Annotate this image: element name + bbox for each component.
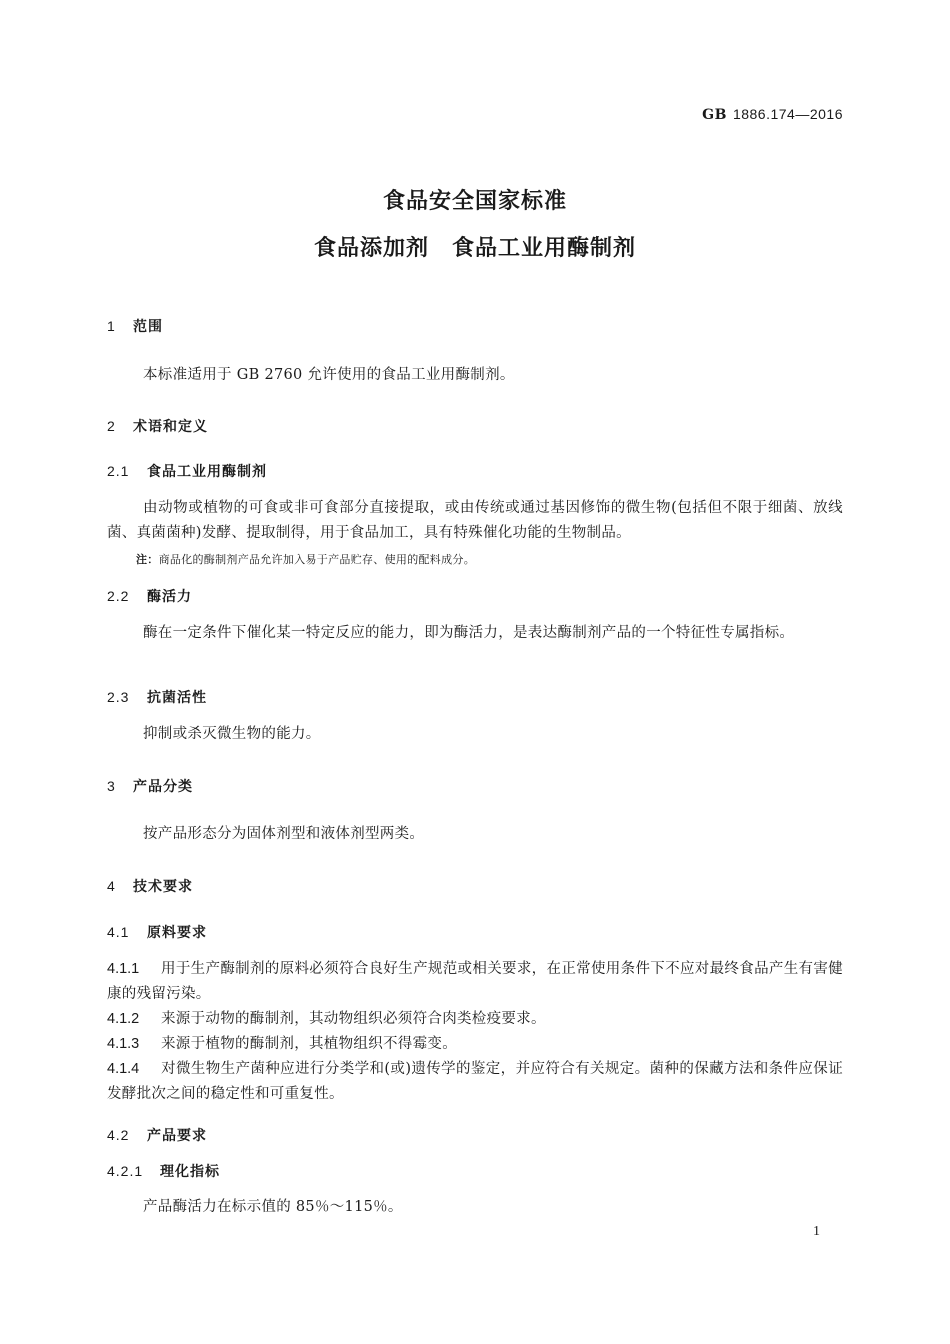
page-number: 1	[813, 1224, 820, 1239]
clause-4-1-2: 4.1.2 来源于动物的酶制剂，其动物组织必须符合肉类检疫要求。	[107, 1011, 546, 1027]
clause-4-1-1: 4.1.1 用于生产酶制剂的原料必须符合良好生产规范或相关要求，在正常使用条件下不应对最终食品产生有害健康的残留污染。	[107, 961, 843, 1002]
section-2-1-note	[136, 551, 475, 567]
note-label: 注：	[136, 553, 159, 566]
section-2-1-paragraph: 由动物或植物的可食或非可食部分直接提取，或由传统或通过基因修饰的微生物(包括但不限于细菌、放线菌、真菌菌种)发酵、提取制得，用于食品加工，具有特殊催化功能的生物制品。	[107, 500, 843, 541]
section-2-3-paragraph: 抑制或杀灭微生物的能力。	[143, 726, 321, 742]
section-1-paragraph: 本标准适用于 GB 2760 允许使用的食品工业用酶制剂。	[143, 367, 515, 383]
document-subtitle: 食品添加剂 食品工业用酶制剂	[313, 236, 636, 261]
section-heading-2-1: 2.1 食品工业用酶制剂	[107, 463, 267, 480]
section-3-paragraph: 按产品形态分为固体剂型和液体剂型两类。	[143, 826, 425, 842]
section-4-2-1-paragraph: 产品酶活力在标示值的 85％～115％。	[143, 1199, 403, 1215]
section-heading-3: 3 产品分类	[107, 778, 193, 795]
clause-4-1-3: 4.1.3 来源于植物的酶制剂，其植物组织不得霉变。	[107, 1036, 457, 1052]
section-heading-2: 2 术语和定义	[107, 418, 208, 435]
standard-prefix: GB	[702, 107, 727, 123]
standard-code	[702, 106, 843, 123]
section-heading-4: 4 技术要求	[107, 878, 193, 895]
section-heading-4-1: 4.1 原料要求	[107, 924, 207, 941]
standard-number: 1886.174—2016	[732, 106, 843, 122]
section-heading-2-2: 2.2 酶活力	[107, 588, 192, 605]
document-title: 食品安全国家标准	[382, 189, 567, 214]
section-2-2-paragraph: 酶在一定条件下催化某一特定反应的能力，即为酶活力，是表达酶制剂产品的一个特征性专属指标。	[143, 625, 795, 641]
clause-4-1-4: 4.1.4 对微生物生产菌种应进行分类学和(或)遗传学的鉴定，并应符合有关规定。菌种的保藏方法和条件应保证发酵批次之间的稳定性和可重复性。	[107, 1061, 843, 1102]
note-text: 商品化的酶制剂产品允许加入易于产品贮存、使用的配料成分。	[158, 553, 476, 566]
section-heading-4-2: 4.2 产品要求	[107, 1127, 207, 1144]
section-heading-4-2-1: 4.2.1 理化指标	[107, 1163, 220, 1180]
section-heading-1: 1 范围	[107, 318, 163, 335]
section-heading-2-3: 2.3 抗菌活性	[107, 689, 207, 706]
